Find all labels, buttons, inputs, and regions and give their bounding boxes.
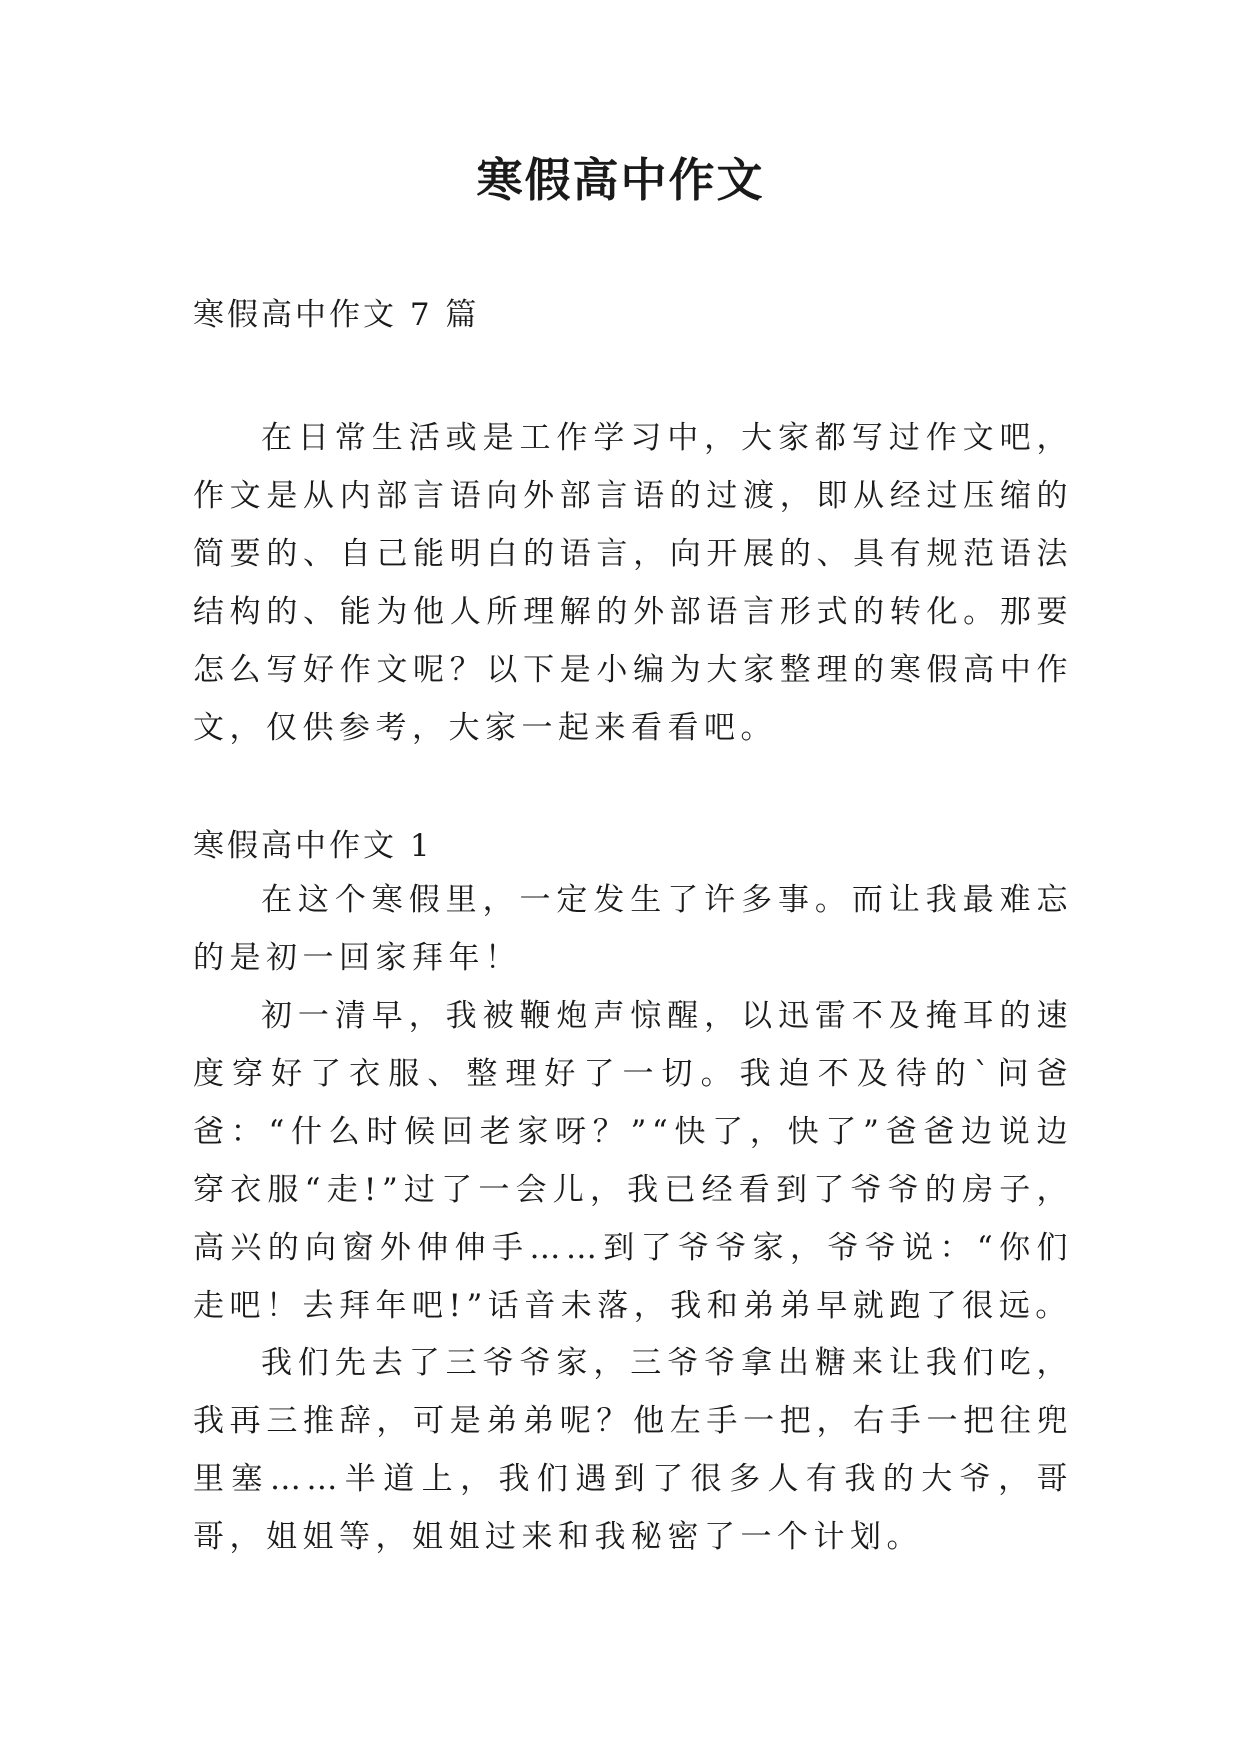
intro-paragraph: 在日常生活或是工作学习中，大家都写过作文吧，作文是从内部言语向外部言语的过渡，即从经过压缩的简要的、自己能明白的语言，向开展的、具有规范语法结构的、能为他人所理解的外部语言形式的转化。那要怎么写好作文呢？以下是小编为大家整理的寒假高中作文，仅供参考，大家一起来看看吧。 <box>193 420 1073 746</box>
body-paragraph: 在这个寒假里，一定发生了许多事。而让我最难忘的是初一回家拜年！ <box>193 882 1073 976</box>
body-paragraph: 我们先去了三爷爷家，三爷爷拿出糖来让我们吃，我再三推辞，可是弟弟呢？他左手一把，右手一把往兜里塞……半道上，我们遇到了很多人有我的大爷，哥哥，姐姐等，姐姐过来和我秘密了一个计划。 <box>193 1345 1073 1555</box>
document-subtitle: 寒假高中作文 7 篇 <box>193 297 480 333</box>
section-heading: 寒假高中作文 1 <box>193 828 433 864</box>
document-title: 寒假高中作文 <box>476 153 765 207</box>
body-paragraph: 初一清早，我被鞭炮声惊醒，以迅雷不及掩耳的速度穿好了衣服、整理好了一切。我迫不及待的`问爸爸：“什么时候回老家呀？”“快了，快了”爸爸边说边穿衣服“走!”过了一会儿，我已经看到了爷爷的房子，高兴的向窗外伸伸手……到了爷爷家，爷爷说：“你们走吧！去拜年吧!”话音未落，我和弟弟早就跑了很远。 <box>193 998 1073 1324</box>
